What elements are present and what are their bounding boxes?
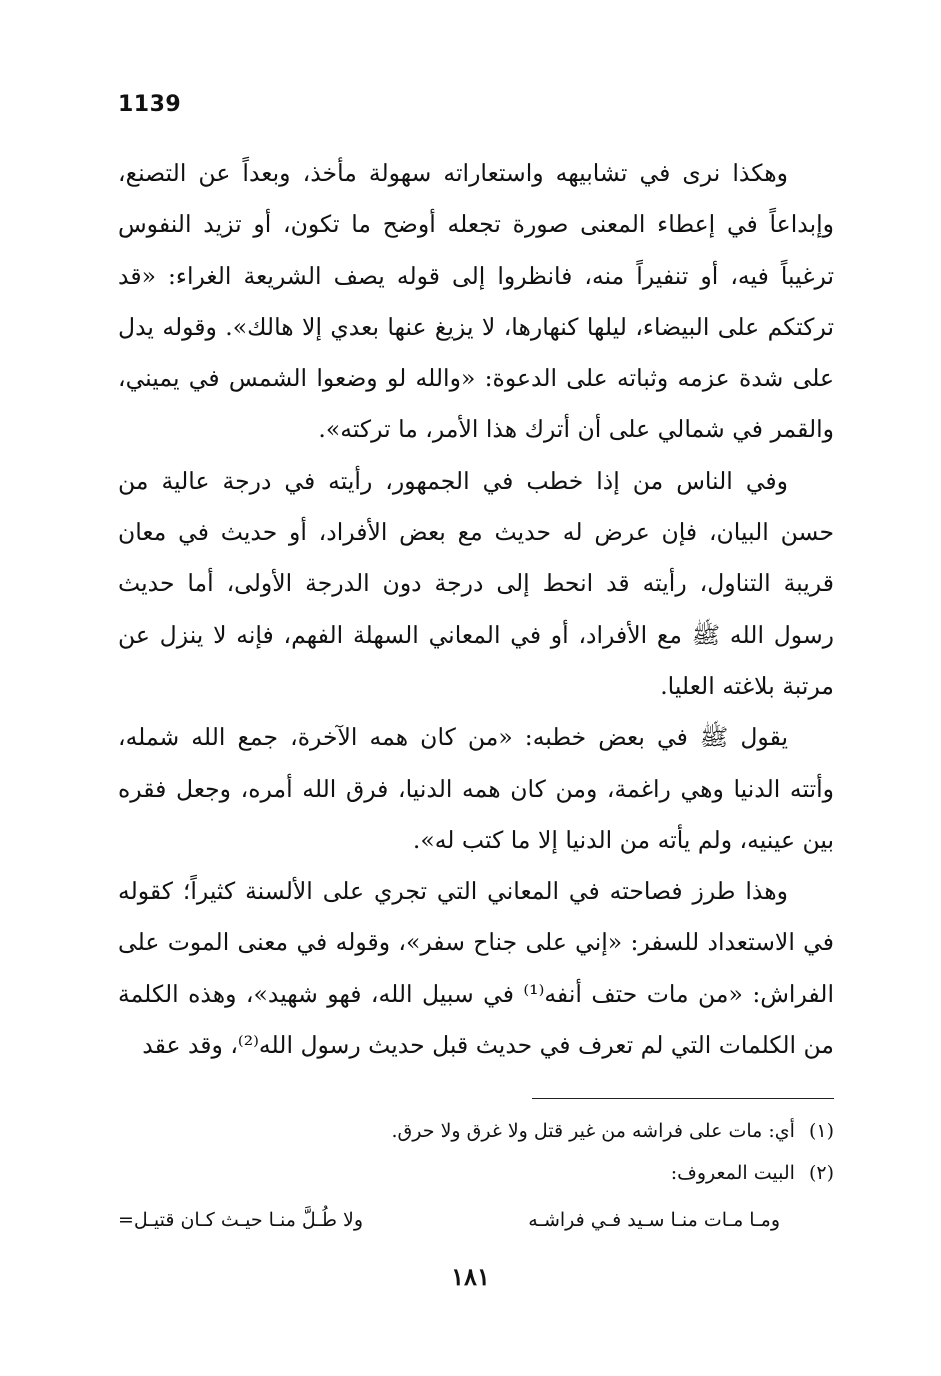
footnote: [118, 1152, 834, 1194]
verse-second-hemistich: ولا طُـلَّ منـا حيـث كـان قتيـل=: [118, 1209, 364, 1231]
page-number: ١٨١: [451, 1262, 490, 1291]
footnote-number: (٢): [808, 1162, 834, 1184]
verse-first-hemistich: ومـا مـات منـا سـيد فـي فراشـه: [528, 1209, 780, 1231]
footnote-text: أي: مات على فراشه من غير قتل ولا غرق ولا حرق.: [391, 1120, 795, 1142]
paragraph: يقول ﷺ في بعض خطبه: «من كان همه الآخرة، جمع الله شمله، وأتته الدنيا وهي راغمة، ومن كان همه الدنيا، فرق الله أمره، وجعل فقره بين عينيه، ولم يأته من الدنيا إلا ما كتب له».: [118, 723, 834, 854]
paragraph: وهذا طرز فصاحته في المعاني التي تجري على الألسنة كثيراً؛ كقوله في الاستعداد للسفر: «إني على جناح سفر»، وقوله في معنى الموت على الفراش: «من مات حتف أنفه⁽¹⁾ في سبيل الله، فهو شهيد»، وهذه الكلمة من الكلمات التي لم تعرف في حديث قبل حديث رسول الله⁽²⁾، وقد عقد: [118, 877, 834, 1060]
paragraph: وفي الناس من إذا خطب في الجمهور، رأيته في درجة عالية من حسن البيان، فإن عرض له حديث مع بعض الأفراد، أو حديث في معان قريبة التناول، رأيته قد انحط إلى درجة دون الدرجة الأولى، أما حديث رسول الله ﷺ مع الأفراد، أو في المعاني السهلة الفهم، فإنه لا ينزل عن مرتبة بلاغته العليا.: [118, 466, 834, 700]
footnote-text: البيت المعروف:: [670, 1162, 795, 1184]
poetry-verse: [118, 1198, 834, 1242]
footnote-number: (١): [808, 1120, 834, 1142]
footnotes: [118, 1110, 834, 1242]
footnote-divider: [532, 1098, 834, 1099]
main-text: [118, 148, 834, 1071]
paragraph: وهكذا نرى في تشابيهه واستعاراته سهولة مأخذ، وبعداً عن التصنع، وإبداعاً في إعطاء المعنى صورة تجعله أوضح ما تكون، أو تزيد النفوس ترغيباً فيه، أو تنفيراً منه، فانظروا إلى قوله يصف الشريعة الغراء: «قد تركتكم على البيضاء، ليلها كنهارها، لا يزيغ عنها بعدي إلا هالك». وقوله يدل على شدة عزمه وثباته على الدعوة: «والله لو وضعوا الشمس في يميني، والقمر في شمالي على أن أترك هذا الأمر، ما تركته».: [118, 159, 834, 444]
page-code: 1139: [118, 92, 182, 117]
footnote: [118, 1110, 834, 1152]
